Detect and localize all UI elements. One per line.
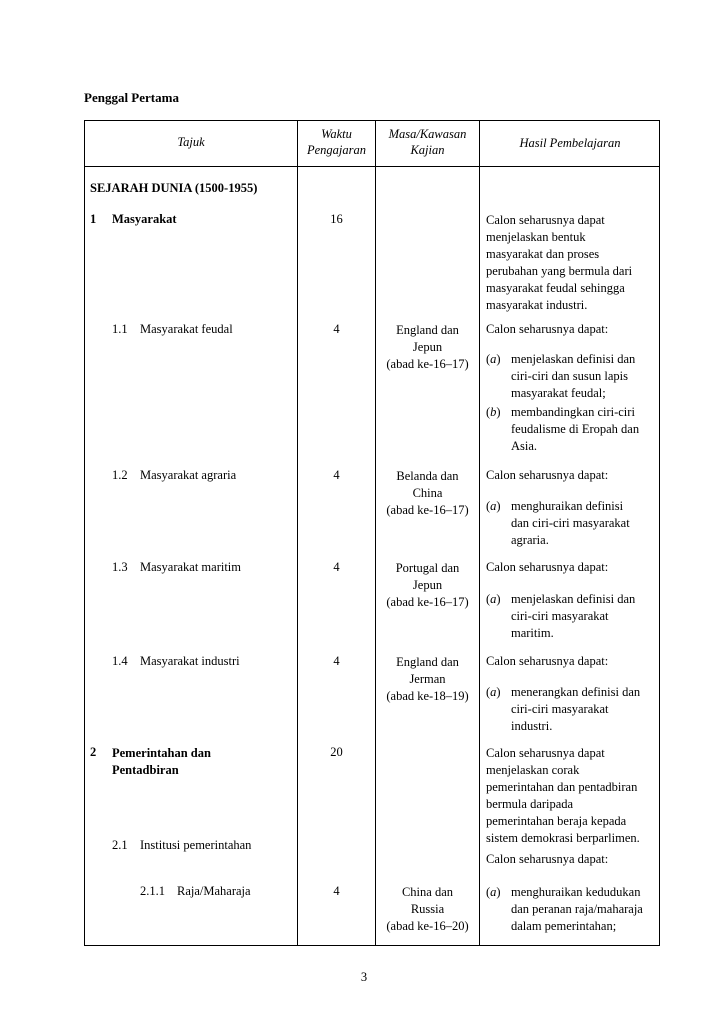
item-line: menjelaskan definisi dan (511, 592, 636, 606)
item-line: ciri-ciri masyarakat (511, 702, 609, 716)
header-hasil: Hasil Pembelajaran (519, 136, 621, 150)
sub1-1-item-b (486, 404, 658, 455)
sub1-1-title: Masyarakat feudal (140, 322, 233, 336)
area-line: England dan (396, 323, 459, 337)
header-divider (84, 166, 660, 167)
header-waktu (298, 126, 375, 158)
topic2-title-line2: Pentadbiran (112, 763, 179, 777)
sub1-4-intro: Calon seharusnya dapat: (486, 654, 609, 668)
item-line: industri. (511, 719, 553, 733)
sub1-2-number: 1.2 (112, 468, 128, 482)
topic2-number: 2 (90, 745, 97, 759)
outcome-line: sistem demokrasi berparlimen. (486, 831, 640, 845)
area-line: Jerman (409, 672, 446, 686)
area-line: England dan (396, 655, 459, 669)
outcome-line: masyarakat industri. (486, 298, 588, 312)
sub2-1-1-area (376, 884, 479, 935)
col-divider-1 (297, 120, 298, 946)
sub1-2-hours: 4 (333, 468, 340, 482)
item-marker: (b) (486, 405, 501, 419)
sub2-1-title: Institusi pemerintahan (140, 838, 252, 852)
sub1-1-item-a (486, 351, 658, 402)
topic1-number: 1 (90, 212, 97, 226)
section-title: Penggal Pertama (84, 90, 179, 105)
header-masa-line1: Masa/Kawasan (388, 127, 467, 141)
sub1-3-title: Masyarakat maritim (140, 560, 242, 574)
sub1-4-number: 1.4 (112, 654, 128, 668)
outcome-line: Calon seharusnya dapat (486, 213, 605, 227)
item-marker: (a) (486, 499, 501, 513)
area-line: Belanda dan (396, 469, 459, 483)
item-line: menghuraikan definisi (511, 499, 624, 513)
topic2-outcome (486, 745, 640, 847)
sub1-2-area (376, 468, 479, 519)
sub1-3-hours: 4 (333, 560, 340, 574)
item-line: dan ciri-ciri masyarakat (511, 516, 630, 530)
col-divider-2 (375, 120, 376, 946)
sub1-3-intro: Calon seharusnya dapat: (486, 560, 609, 574)
item-line: menjelaskan definisi dan (511, 352, 636, 366)
sub1-4-item-a (486, 684, 658, 735)
sub2-1-1-item-a (486, 884, 658, 935)
area-line: China (412, 486, 443, 500)
page-number: 3 (360, 970, 368, 984)
item-line: menerangkan definisi dan (511, 685, 641, 699)
sub1-1-hours: 4 (333, 322, 340, 336)
topic1-outcome (486, 212, 632, 314)
item-line: ciri-ciri dan susun lapis (511, 369, 628, 383)
sub2-1-number: 2.1 (112, 838, 128, 852)
topic2-title-line1: Pemerintahan dan (112, 746, 211, 760)
sub1-2-intro: Calon seharusnya dapat: (486, 468, 609, 482)
item-line: feudalisme di Eropah dan (511, 422, 640, 436)
sub1-1-intro: Calon seharusnya dapat: (486, 322, 609, 336)
header-tajuk: Tajuk (177, 135, 205, 149)
sub1-3-number: 1.3 (112, 560, 128, 574)
header-waktu-line1: Waktu (321, 127, 352, 141)
sub1-4-hours: 4 (333, 654, 340, 668)
item-line: menghuraikan kedudukan (511, 885, 641, 899)
item-line: agraria. (511, 533, 549, 547)
header-masa-line2: Kajian (410, 143, 445, 157)
sub2-1-1-number: 2.1.1 (140, 884, 165, 898)
outcome-line: masyarakat dan proses (486, 247, 600, 261)
item-line: masyarakat feudal; (511, 386, 606, 400)
item-marker: (a) (486, 352, 501, 366)
outcome-line: pemerintahan dan pentadbiran (486, 780, 638, 794)
item-marker: (a) (486, 592, 501, 606)
area-line: Jepun (412, 340, 443, 354)
sub2-1-1-hours: 4 (333, 884, 340, 898)
topic2-title (112, 745, 211, 779)
area-line: Portugal dan (395, 561, 460, 575)
item-marker: (a) (486, 685, 501, 699)
item-line: Asia. (511, 439, 538, 453)
area-line: (abad ke-16–17) (386, 595, 469, 609)
outcome-line: bermula daripada (486, 797, 574, 811)
item-line: ciri-ciri masyarakat (511, 609, 609, 623)
area-line: Russia (410, 902, 445, 916)
sub2-1-1-title: Raja/Maharaja (177, 884, 251, 898)
sub1-3-item-a (486, 591, 658, 642)
topic1-title: Masyarakat (112, 212, 177, 226)
header-waktu-line2: Pengajaran (306, 143, 367, 157)
area-line: Jepun (412, 578, 443, 592)
area-line: (abad ke-16–20) (386, 919, 469, 933)
outcome-line: pemerintahan beraja kepada (486, 814, 627, 828)
area-line: China dan (401, 885, 454, 899)
topic1-hours: 16 (330, 212, 343, 226)
sub1-2-item-a (486, 498, 658, 549)
item-line: dalam pemerintahan; (511, 919, 617, 933)
topic2-hours: 20 (330, 745, 343, 759)
area-line: (abad ke-18–19) (386, 689, 469, 703)
item-line: membandingkan ciri-ciri (511, 405, 635, 419)
area-line: (abad ke-16–17) (386, 503, 469, 517)
item-marker: (a) (486, 885, 501, 899)
sub1-4-area (376, 654, 479, 705)
sub1-2-title: Masyarakat agraria (140, 468, 237, 482)
main-heading: SEJARAH DUNIA (1500-1955) (90, 181, 258, 195)
outcome-line: masyarakat feudal sehingga (486, 281, 625, 295)
sub1-4-title: Masyarakat industri (140, 654, 240, 668)
area-line: (abad ke-16–17) (386, 357, 469, 371)
outcome-line: menjelaskan corak (486, 763, 580, 777)
outcome-line: menjelaskan bentuk (486, 230, 586, 244)
item-line: dan peranan raja/maharaja (511, 902, 643, 916)
outcome-line: perubahan yang bermula dari (486, 264, 633, 278)
sub1-1-area (376, 322, 479, 373)
sub1-1-number: 1.1 (112, 322, 128, 336)
header-masa (376, 126, 479, 158)
sub2-1-intro: Calon seharusnya dapat: (486, 852, 609, 866)
col-divider-3 (479, 120, 480, 946)
item-line: maritim. (511, 626, 554, 640)
outcome-line: Calon seharusnya dapat (486, 746, 605, 760)
sub1-3-area (376, 560, 479, 611)
